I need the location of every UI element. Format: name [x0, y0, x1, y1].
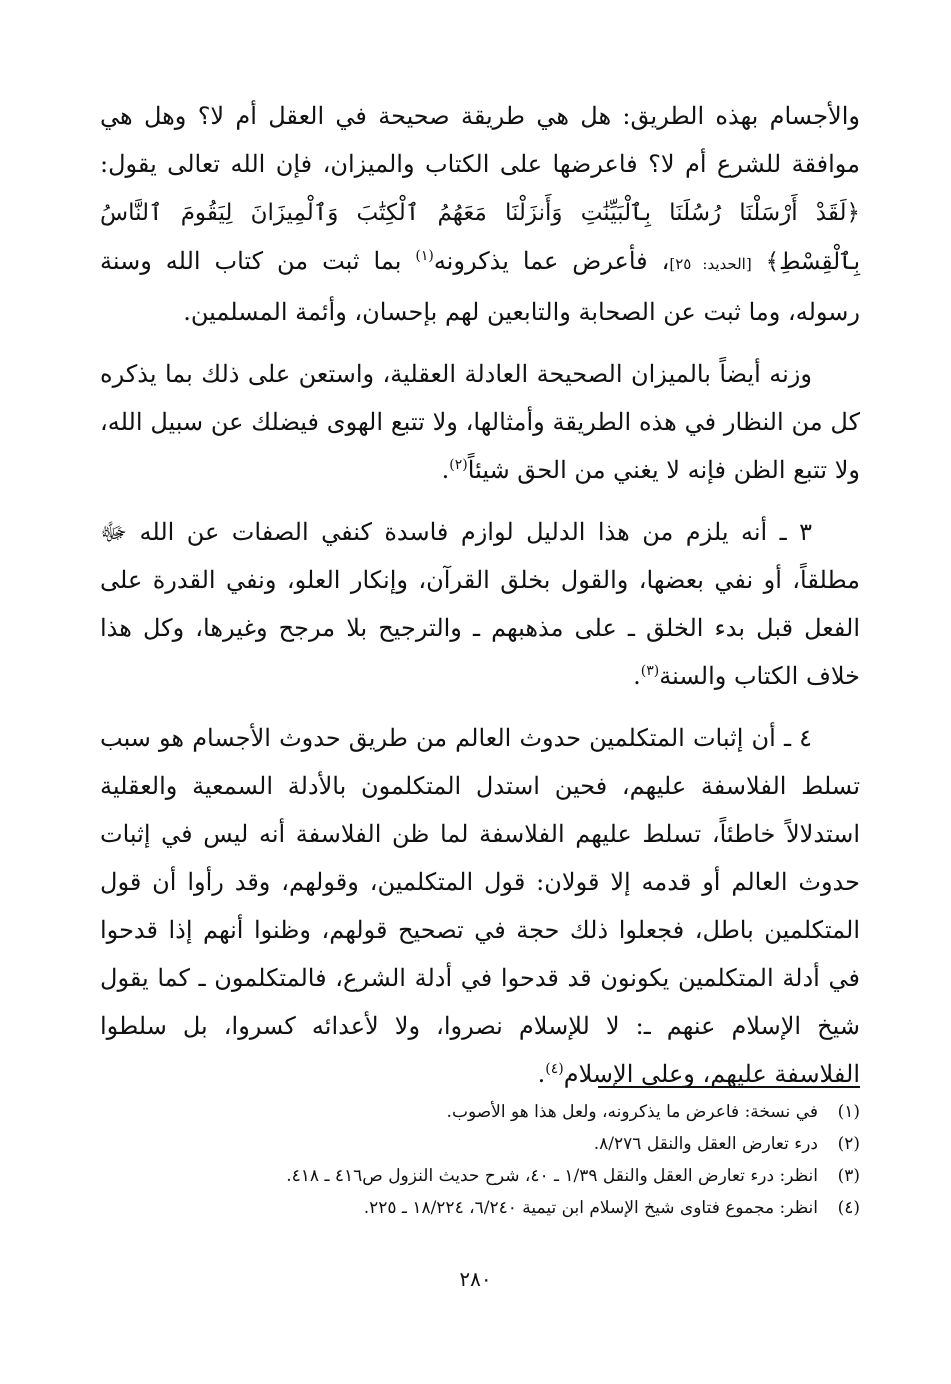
main-text	[100, 92, 860, 1098]
footnote-1	[100, 1096, 860, 1128]
footnote-3	[100, 1160, 860, 1192]
footnotes	[100, 1096, 860, 1224]
footnote-marker-2[interactable]: (٢)	[449, 457, 468, 473]
footnote-text: انظر: درء تعارض العقل والنقل ١/٣٩ ـ ٤٠، شرح حديث النزول ص٤١٦ ـ ٤١٨.	[286, 1166, 818, 1186]
footnote-marker-1[interactable]: (١)	[415, 248, 434, 264]
verse-reference: [الحديد: ٢٥]	[669, 255, 752, 273]
paragraph-1	[100, 92, 860, 336]
text-run: ٤ ـ أن إثبات المتكلمين حدوث العالم من طريق حدوث الأجسام هو سبب تسلط الفلاسفة عليهم، فحين استدل المتكلمون بالأدلة السمعية والعقلية استدلالاً خاطئاً، تسلط عليهم الفلاسفة لما ظن الفلاسفة أنه ليس في إثبات حدوث العالم أو قدمه إلا قولان: قول المتكلمين، وقولهم، وقد رأوا أن قول المتكلمين باطل، فجعلوا ذلك حجة في تصحيح قولهم، وظنوا أنهم إذا قدحوا في أدلة المتكلمين يكونون قد قدحوا في أدلة الشرع، فالمتكلمون ـ كما يقول شيخ الإسلام عنهم ـ: لا للإسلام نصروا، ولا لأعدائه كسروا، بل سلطوا الفلاسفة عليهم، وعلى الإسلام	[100, 724, 861, 1088]
footnote-number: (١)	[837, 1102, 860, 1122]
footnote-marker-3[interactable]: (٣)	[640, 663, 660, 679]
paragraph-4	[100, 714, 860, 1098]
footnote-number: (٣)	[837, 1166, 860, 1186]
footnote-number: (٤)	[837, 1198, 860, 1218]
quran-verse: ﴿لَقَدْ أَرْسَلْنَا رُسُلَنَا بِٱلْبَيِّنَٰتِ وَأَنزَلْنَا مَعَهُمُ ٱلْكِتَٰبَ وَٱلْمِيزَانَ لِيَقُومَ ٱلنَّاسُ بِٱلْقِسْطِ﴾	[100, 200, 860, 275]
text-run	[752, 247, 766, 275]
footnote-text: انظر: مجموع فتاوى شيخ الإسلام ابن تيمية ٦/٢٤٠، ١٨/٢٢٤ ـ ٢٢٥.	[363, 1198, 818, 1218]
footnote-text: درء تعارض العقل والنقل ٨/٢٧٦.	[593, 1134, 818, 1154]
footnote-text: في نسخة: فاعرض ما يذكرونه، ولعل هذا هو الأصوب.	[446, 1102, 818, 1122]
text-run: وزنه أيضاً بالميزان الصحيحة العادلة العقلية، واستعن على ذلك بما يذكره كل من النظار في هذه الطريقة وأمثالها، ولا تتبع الهوى فيضلك عن سبيل الله، ولا تتبع الظن فإنه لا يغني من الحق شيئاً	[100, 360, 860, 484]
text-run: ، فأعرض عما يذكرونه	[433, 247, 670, 275]
page-number: ٢٨٠	[459, 1267, 492, 1291]
paragraph-2	[100, 350, 860, 494]
paragraph-3	[100, 508, 860, 700]
footnote-divider	[598, 1086, 860, 1088]
text-run: ٣ ـ أنه يلزم من هذا الدليل لوازم فاسدة كنفي الصفات عن الله ﷻ مطلقاً، أو نفي بعضها، والقول بخلق القرآن، وإنكار العلو، ونفي القدرة على الفعل قبل بدء الخلق ـ على مذهبهم ـ والترجيح بلا مرجح وغيرها، وكل هذا خلاف الكتاب والسنة	[100, 518, 860, 690]
footnote-4	[100, 1192, 860, 1224]
text-run: .	[441, 456, 450, 484]
footnote-marker-4[interactable]: (٤)	[545, 1061, 564, 1077]
footnote-2	[100, 1128, 860, 1160]
text-run: بما ثبت من كتاب الله وسنة رسوله، وما ثبت عن الصحابة والتابعين لهم بإحسان، وأئمة المسلمين.	[100, 247, 860, 326]
text-run: .	[537, 1060, 546, 1088]
text-run: والأجسام بهذه الطريق: هل هي طريقة صحيحة في العقل أم لا؟ وهل هي موافقة للشرع أم لا؟ فاعرضها على الكتاب والميزان، فإن الله تعالى يقول:	[100, 102, 860, 178]
text-run: .	[633, 662, 641, 690]
footnote-number: (٢)	[837, 1134, 860, 1154]
